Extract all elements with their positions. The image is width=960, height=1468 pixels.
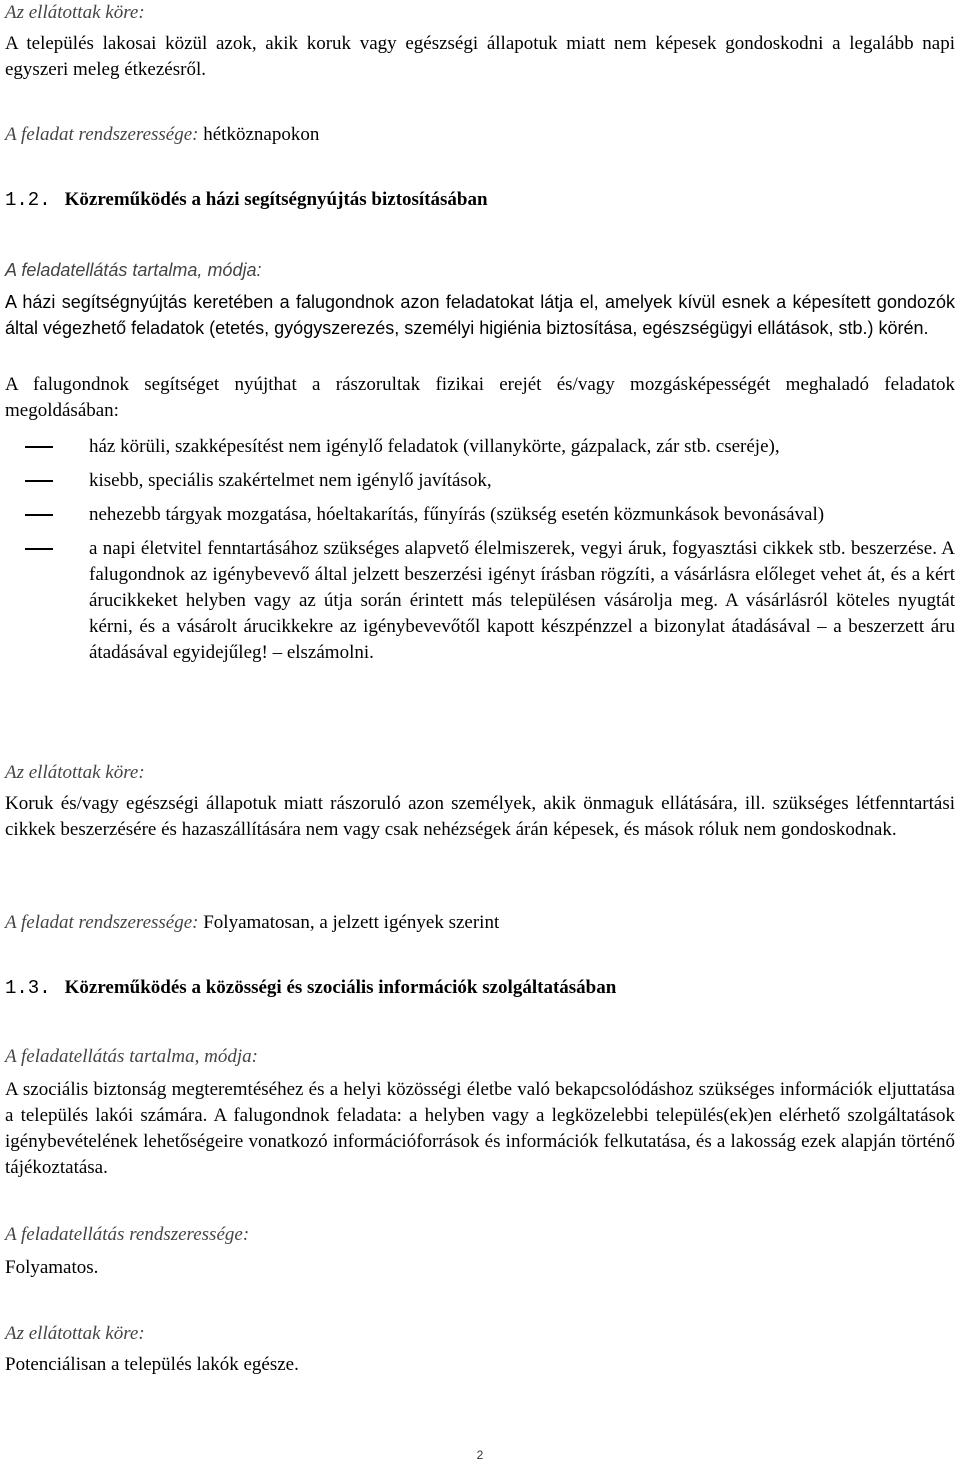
- dash-bullet: [25, 446, 53, 448]
- s1-frequency-line: [5, 122, 955, 148]
- page-number: 2: [476, 1448, 484, 1462]
- s3-title: Közreműködés a közösségi és szociális információk szolgáltatásában: [64, 977, 617, 998]
- s3-frequency-value: Folyamatos.: [5, 1257, 99, 1278]
- list-item: kisebb, speciális szakértelmet nem igénylő javítások,: [5, 468, 955, 494]
- s3-frequency-label: A feladatellátás rendszeressége:: [5, 1224, 250, 1245]
- list-item: ház körüli, szakképesítést nem igénylő feladatok (villanykörte, gázpalack, zár stb. cseréje),: [5, 434, 955, 460]
- s2-recipients-label: Az ellátottak köre:: [5, 762, 145, 783]
- s1-recipients-text: A település lakosai közül azok, akik koruk vagy egészségi állapotuk miatt nem képesek gondoskodni a legalább napi egyszeri meleg étkezésről.: [5, 33, 955, 80]
- s2-help-text: A falugondnok segítséget nyújthat a rászorultak fizikai erejét és/vagy mozgásképességét meghaladó feladatok megoldásában:: [5, 374, 955, 421]
- s3-recipients-text: Potenciálisan a település lakók egésze.: [5, 1354, 299, 1375]
- s2-frequency-label: A feladat rendszeressége:: [5, 912, 199, 933]
- s2-number: 1.2.: [5, 189, 51, 211]
- s3-number: 1.3.: [5, 977, 51, 999]
- s2-recipients-text: Koruk és/vagy egészségi állapotuk miatt rászoruló azon személyek, akik önmaguk ellátására, ill. szükséges létfenntartási cikkek beszerzésére és hazaszállítására nem vagy csak nehézségek árán képesek, és mások róluk nem gondoskodnak.: [5, 793, 955, 840]
- s1-frequency-label: A feladat rendszeressége:: [5, 124, 199, 145]
- s2-heading: [5, 187, 955, 213]
- dash-bullet: [25, 548, 53, 550]
- s2-content-label: A feladatellátás tartalma, módja:: [5, 260, 262, 280]
- s3-heading: [5, 975, 955, 1001]
- dash-bullet: [25, 480, 53, 482]
- list-item: a napi életvitel fenntartásához szükséges alapvető élelmiszerek, vegyi áruk, fogyasztási cikkek stb. beszerzése. A falugondnok az igénybevevő által jelzett beszerzési igényt írásban rögzíti, a vásárlásra előleget vehet át, és a kért árucikkeket helyben vagy az útja során érintett más településen vásárolja meg. A vásárlásról köteles nyugtát kérni, és a vásárolt árucikkekre az igénybevevőtől kapott készpénzzel a bizonylat átadásával – a beszerzett áru átadásával egyidejűleg! – elszámolni.: [5, 536, 955, 666]
- s2-content-text: A házi segítségnyújtás keretében a falugondnok azon feladatokat látja el, amelyek kívül esnek a képesített gondozók által végezhető feladatok (etetés, gyógyszerezés, személyi higiénia biztosítása, egészségügyi ellátások, stb.) körén.: [5, 292, 955, 338]
- s1-frequency-value: hétköznapokon: [203, 124, 320, 145]
- dash-bullet: [25, 514, 53, 516]
- s3-content-text: A szociális biztonság megteremtéséhez és a helyi közösségi életbe való bekapcsolódáshoz szükséges információk eljuttatása a település lakói számára. A falugondnok feladata: a helyben vagy a legközelebbi település(ek)en elérhető szolgáltatások igénybevételének lehetőségeire vonatkozó információforrások és információk felkutatása, és a lakosság ezek alapján történő tájékoztatása.: [5, 1079, 955, 1178]
- s2-title: Közreműködés a házi segítségnyújtás biztosításában: [64, 189, 488, 210]
- s2-frequency-value: Folyamatosan, a jelzett igények szerint: [203, 912, 500, 933]
- s2-frequency-line: [5, 910, 955, 936]
- list-item: nehezebb tárgyak mozgatása, hóeltakarítás, fűnyírás (szükség esetén közmunkások bevonásával): [5, 502, 955, 528]
- s1-recipients-label: Az ellátottak köre:: [5, 2, 145, 23]
- s3-content-label: A feladatellátás tartalma, módja:: [5, 1046, 258, 1067]
- s3-recipients-label: Az ellátottak köre:: [5, 1323, 145, 1344]
- s2-task-list: [5, 434, 955, 666]
